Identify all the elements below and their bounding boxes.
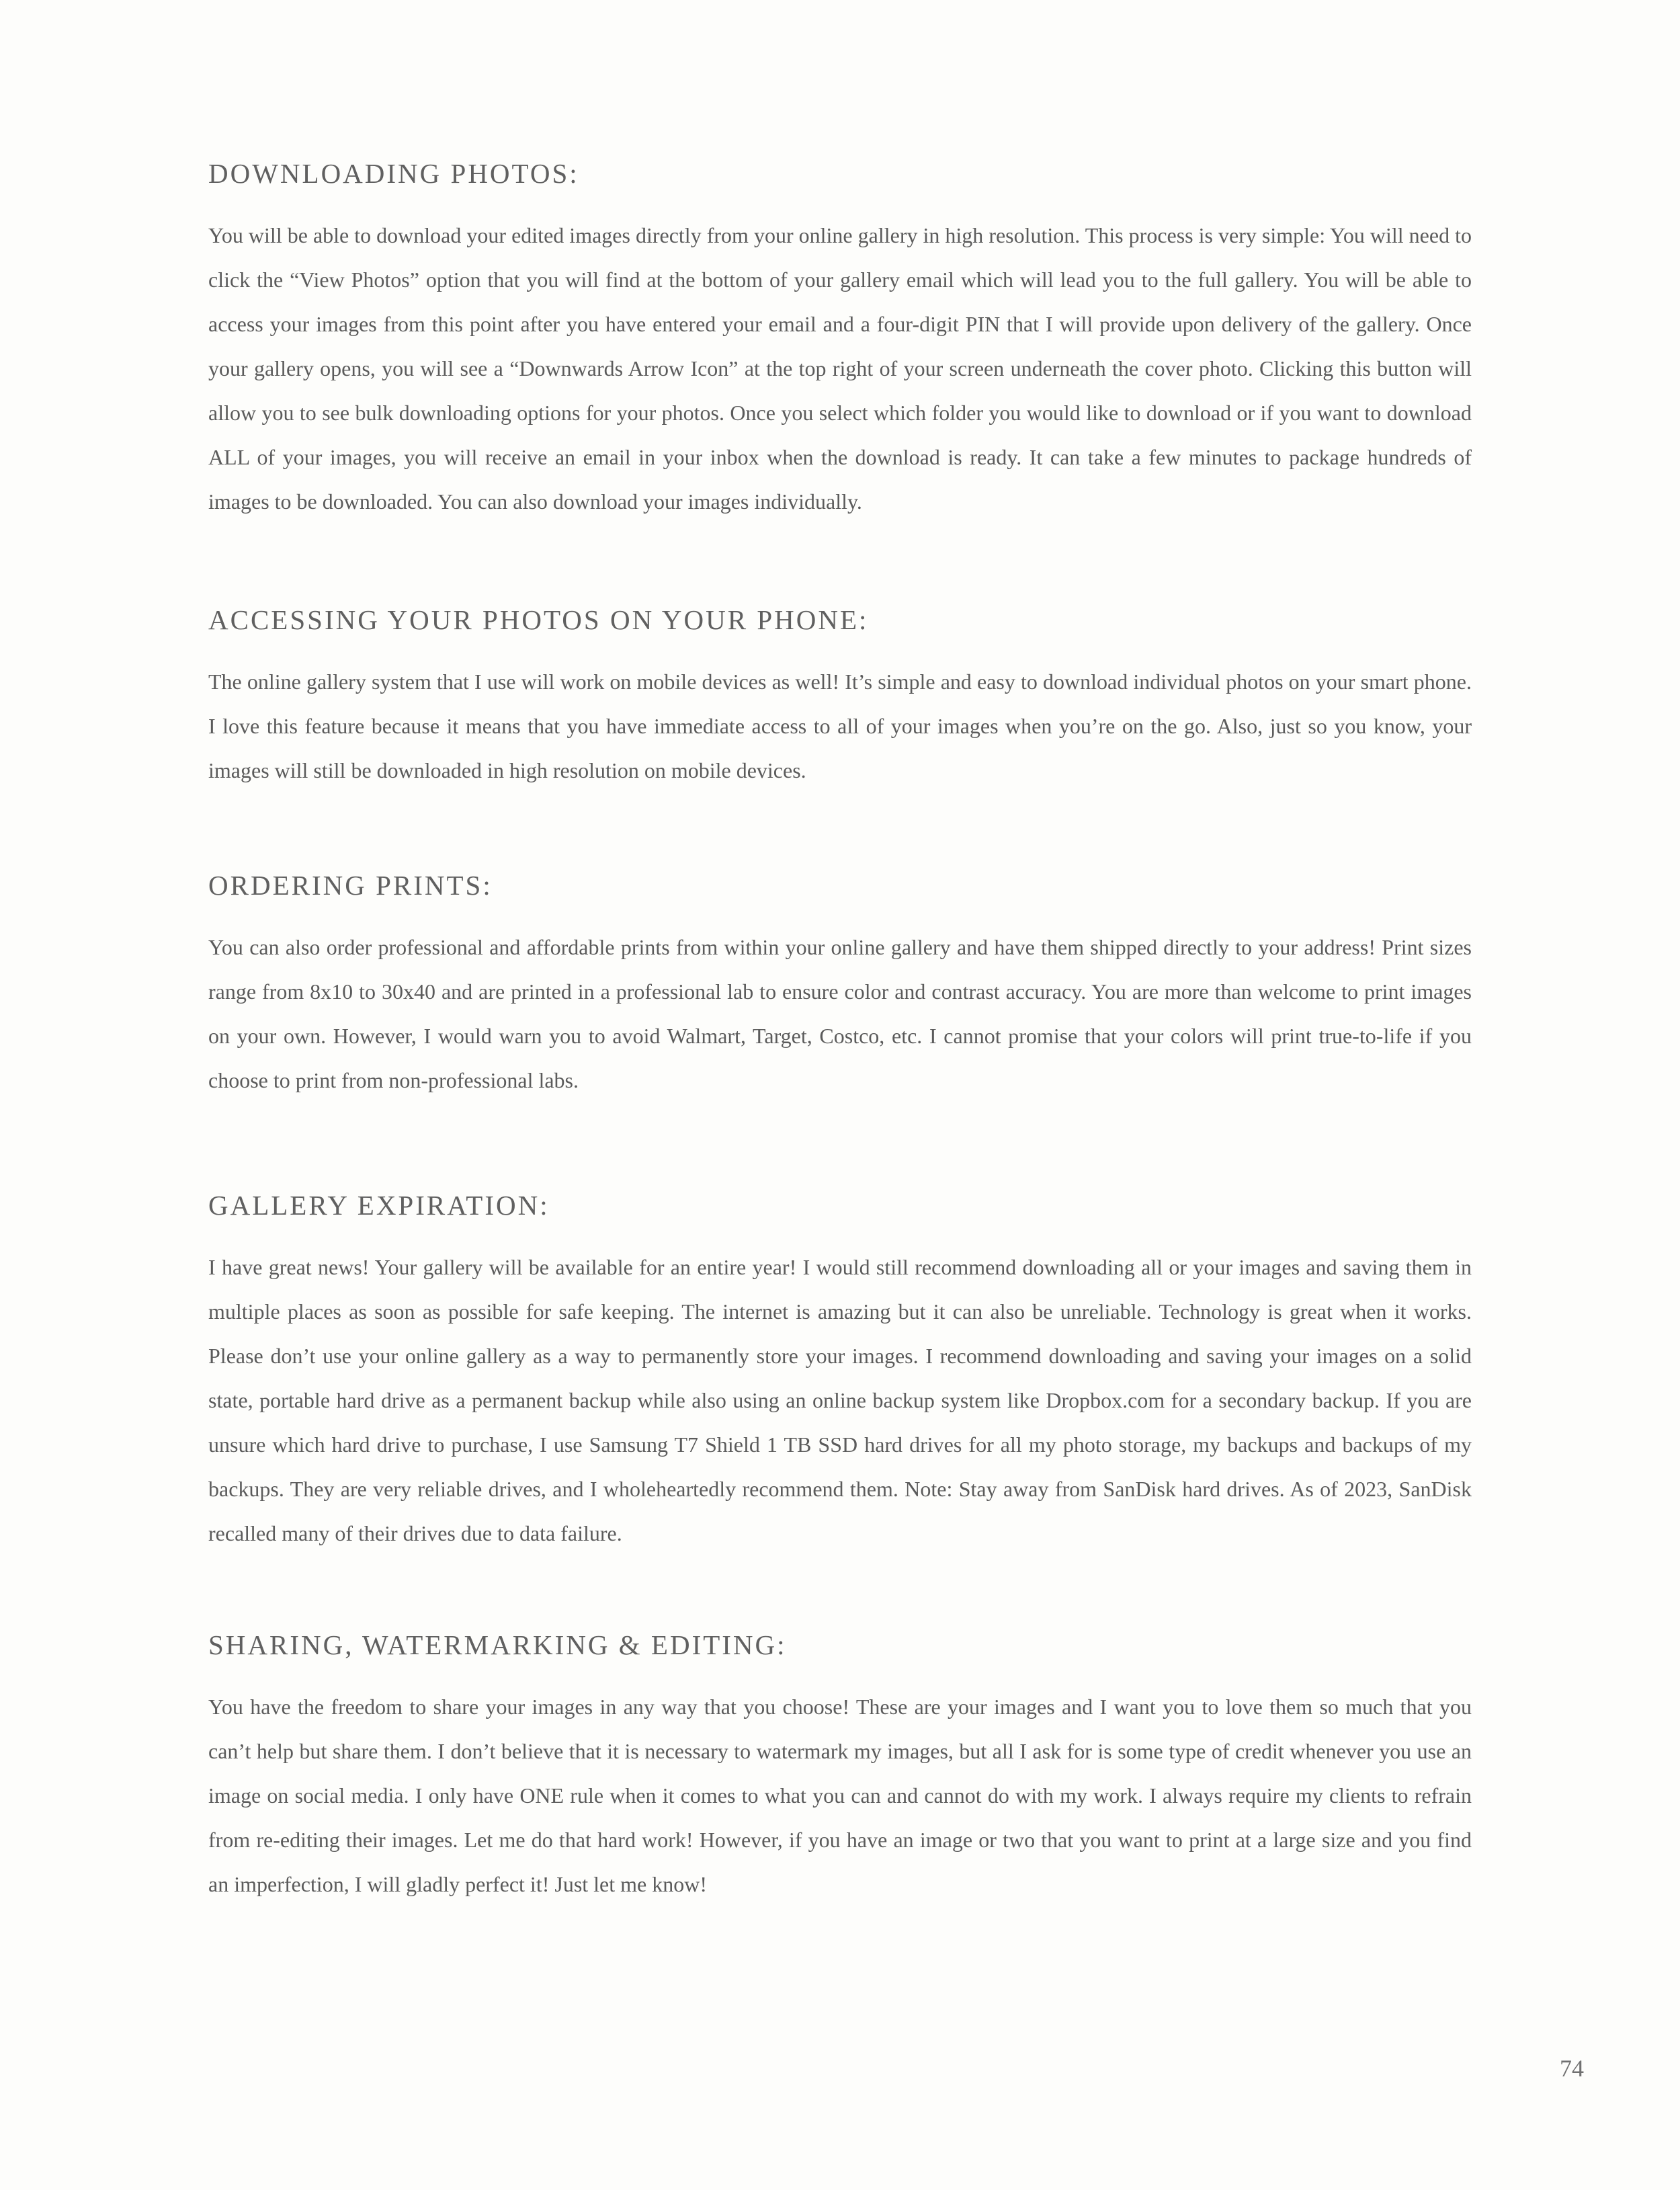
section-accessing-photos-on-phone (208, 598, 1472, 793)
section-heading: DOWNLOADING PHOTOS: (208, 158, 579, 189)
section-body: The online gallery system that I use will work on mobile devices as well! It’s simple and easy to download individual photos on your smart phone. I love this feature because it means that you have immediate access to all of your images when you’re on the go. Also, just so you know, your images will still be downloaded in high resolution on mobile devices. (208, 670, 1472, 782)
section-ordering-prints (208, 863, 1472, 1102)
section-heading: ACCESSING YOUR PHOTOS ON YOUR PHONE: (208, 604, 869, 635)
section-body: You can also order professional and affordable prints from within your online gallery and have them shipped directly to your address! Print sizes range from 8x10 to 30x40 and are printed in a professional lab to ensure color and contrast accuracy. You are more than welcome to print images on your own. However, I would warn you to avoid Walmart, Target, Costco, etc. I cannot promise that your colors will print true-to-life if you choose to print from non-professional labs. (208, 935, 1472, 1092)
section-downloading-photos (208, 151, 1472, 524)
page-number: 74 (1560, 2055, 1584, 2082)
section-gallery-expiration (208, 1183, 1472, 1555)
section-heading: GALLERY EXPIRATION: (208, 1190, 550, 1221)
section-heading: SHARING, WATERMARKING & EDITING: (208, 1629, 787, 1660)
section-body: You will be able to download your edited images directly from your online gallery in high resolution. This process is very simple: You will need to click the “View Photos” option that you will find at the bottom of your gallery email which will lead you to the full gallery. You will be able to access your images from this point after you have entered your email and a four-digit PIN that I will provide upon delivery of the gallery. Once your gallery opens, you will see a “Downwards Arrow Icon” at the top right of your screen underneath the cover photo. Clicking this button will allow you to see bulk downloading options for your photos. Once you select which folder you would like to download or if you want to download ALL of your images, you will receive an email in your inbox when the download is ready. It can take a few minutes to package hundreds of images to be downloaded. You can also download your images individually. (208, 223, 1472, 514)
document-page (208, 151, 1472, 1906)
section-heading: ORDERING PRINTS: (208, 870, 493, 901)
section-sharing-watermarking-editing (208, 1623, 1472, 1906)
section-body: I have great news! Your gallery will be available for an entire year! I would still recommend downloading all or your images and saving them in multiple places as soon as possible for safe keeping. The internet is amazing but it can also be unreliable. Technology is great when it works. Please don’t use your online gallery as a way to permanently store your images. I recommend downloading and saving your images on a solid state, portable hard drive as a permanent backup while also using an online backup system like Dropbox.com for a secondary backup. If you are unsure which hard drive to purchase, I use Samsung T7 Shield 1 TB SSD hard drives for all my photo storage, my backups and backups of my backups. They are very reliable drives, and I wholeheartedly recommend them. Note: Stay away from SanDisk hard drives. As of 2023, SanDisk recalled many of their drives due to data failure. (208, 1255, 1472, 1545)
section-body: You have the freedom to share your images in any way that you choose! These are your images and I want you to love them so much that you can’t help but share them. I don’t believe that it is necessary to watermark my images, but all I ask for is some type of credit whenever you use an image on social media. I only have ONE rule when it comes to what you can and cannot do with my work. I always require my clients to refrain from re-editing their images. Let me do that hard work! However, if you have an image or two that you want to print at a large size and you find an imperfection, I will gladly perfect it! Just let me know! (208, 1695, 1472, 1896)
